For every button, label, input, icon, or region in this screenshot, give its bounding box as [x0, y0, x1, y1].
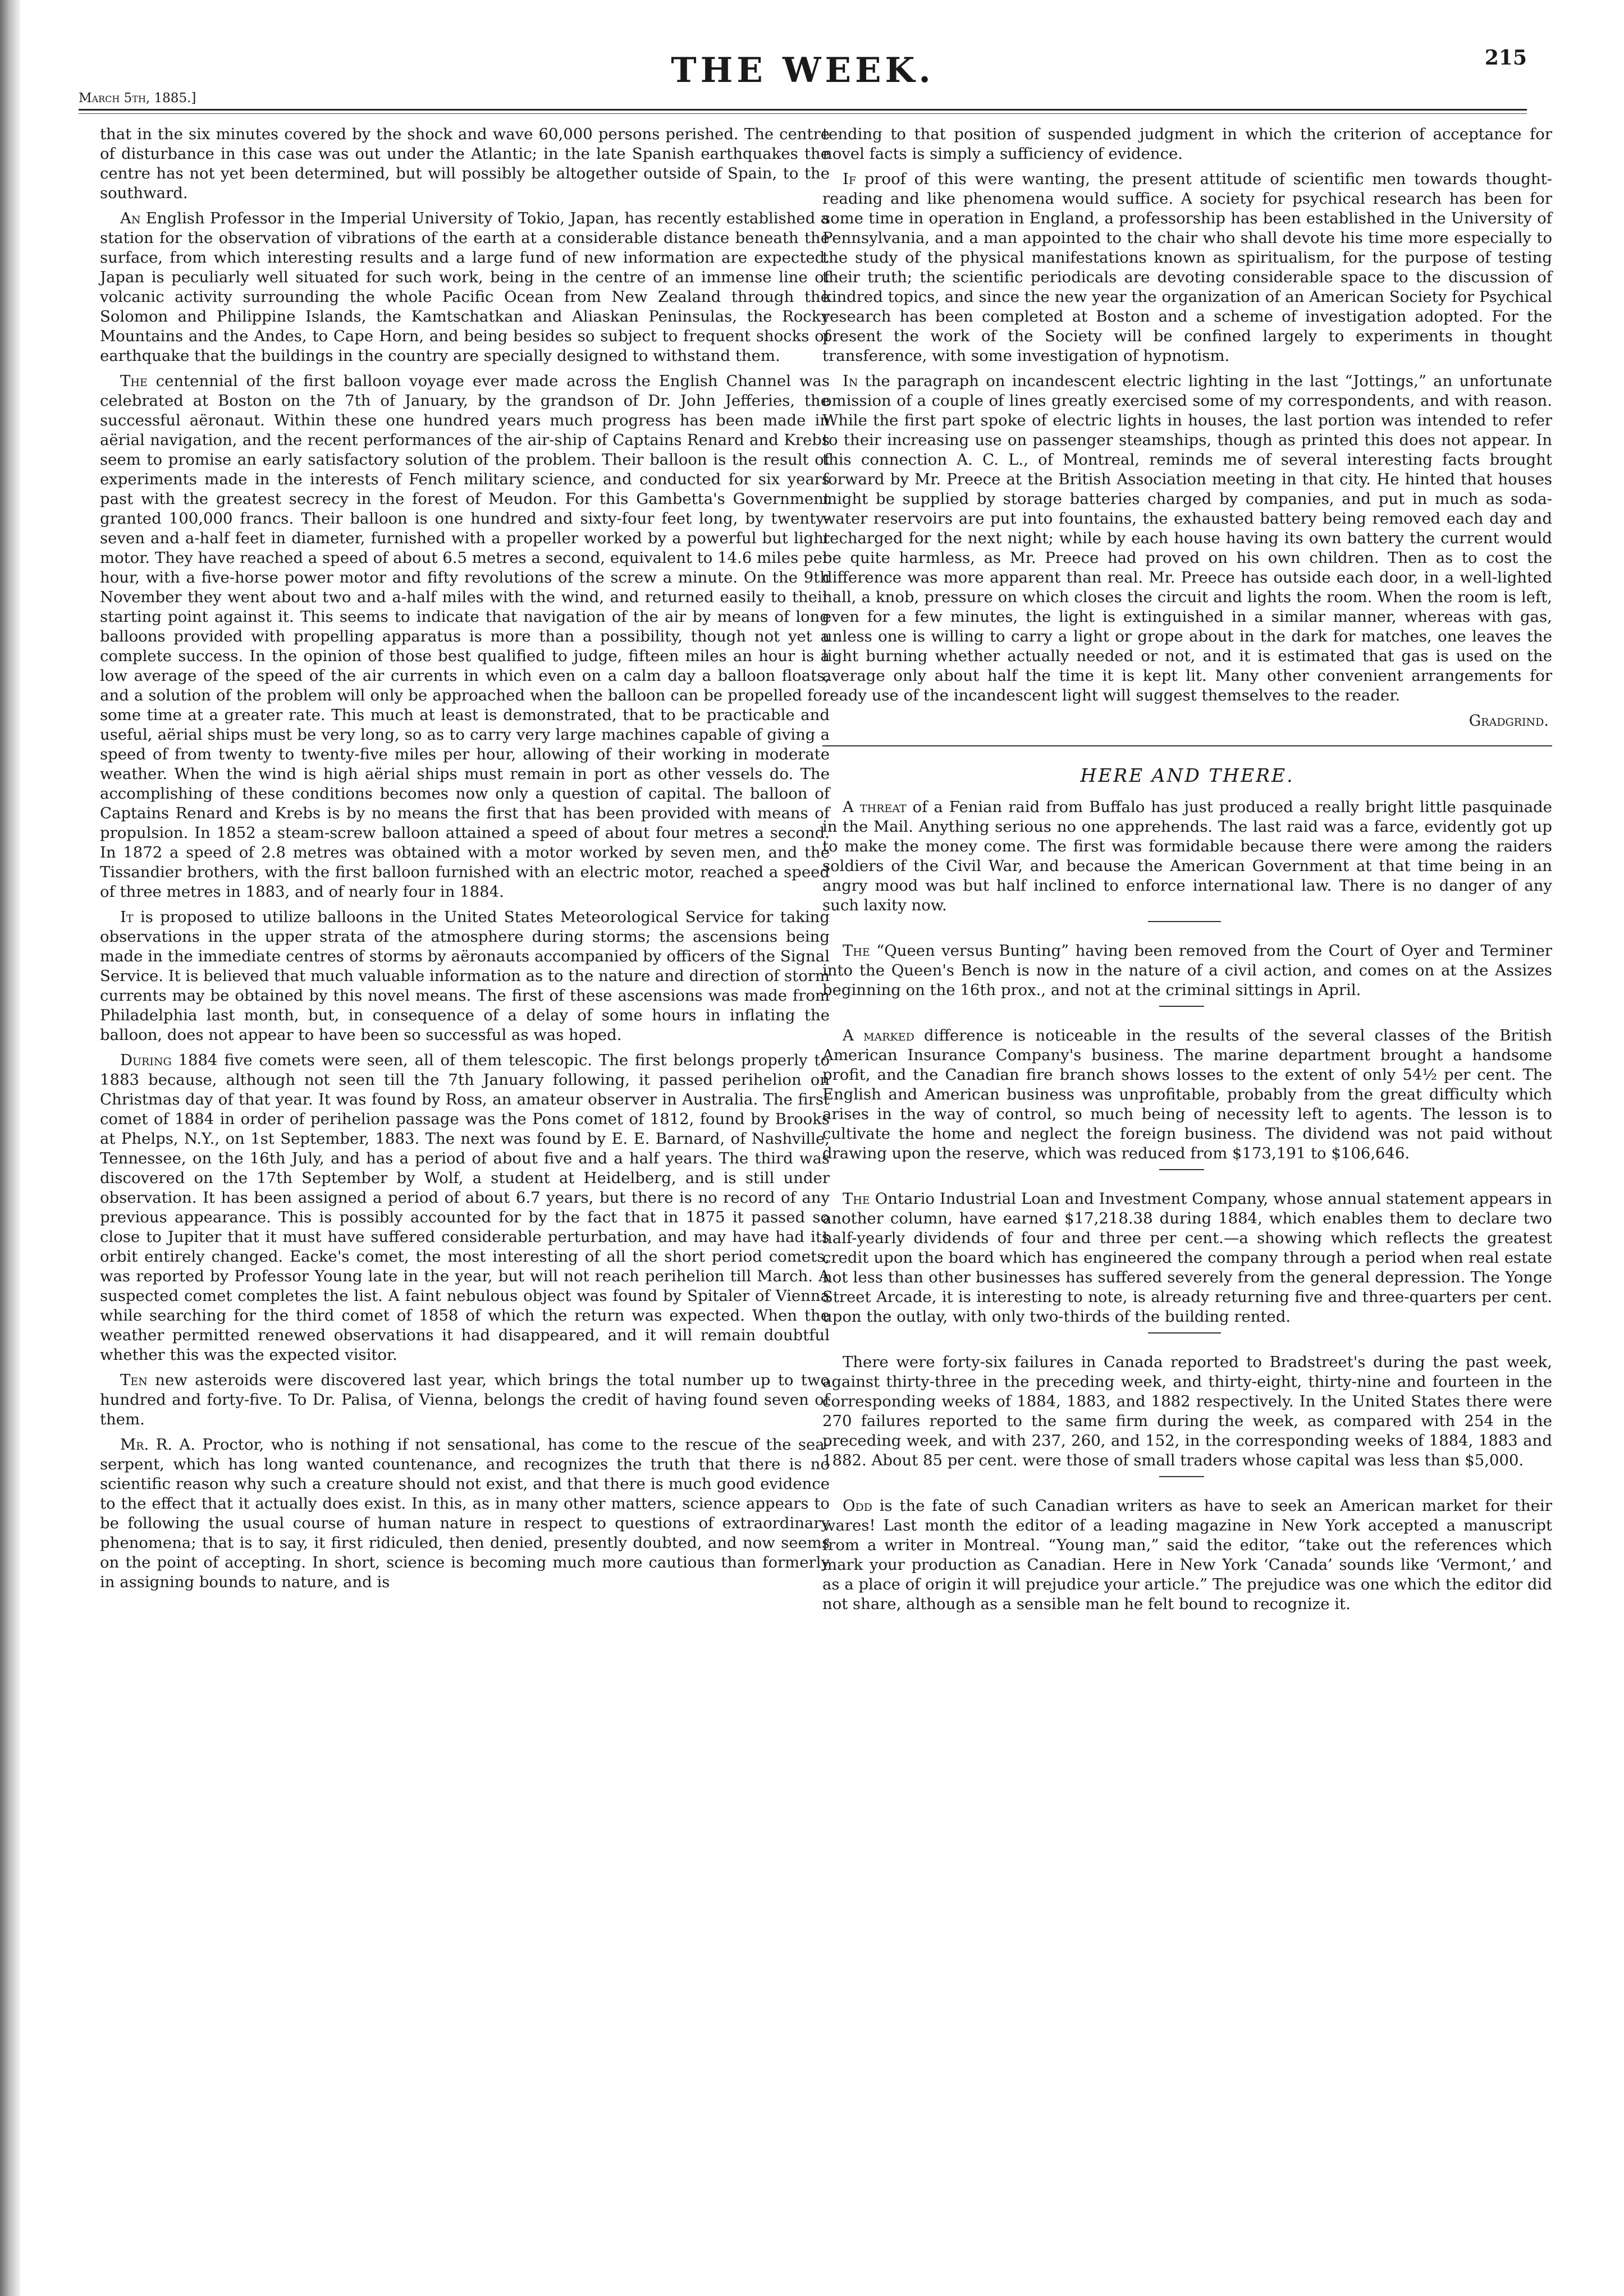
paragraph-lead: Odd — [843, 1497, 873, 1515]
paragraph-lead: The — [843, 942, 870, 960]
author-signature: Gradgrind. — [1469, 712, 1549, 730]
paragraph-japan-seismology — [100, 209, 830, 366]
masthead — [79, 46, 1527, 108]
paragraph-lead: An — [120, 209, 141, 227]
paragraph-incandescent-lighting — [822, 372, 1552, 705]
paragraph-psychical-research — [822, 169, 1552, 366]
paragraph-queen-versus-bunting — [822, 941, 1552, 1000]
paragraph-body: 1884 five comets were seen, all of them telescopic. The first belongs properly to 1883 because, although not seen till the 7th January following, it passed perihelion on Christmas day of that year. It was found by Ross, an amateur observer in Australia. The first comet of 1884 in order of perihelion passage was the Pons comet of 1812, found by Brooks at Phelps, N.Y., on 1st September, 1883. The next was found by E. E. Barnard, of Nashville, Tennessee, on the 16th July, and has a period of about five and a half years. The third was discovered on the 17th September by Wolf, a student at Heidelberg, and is still under observation. It has been assigned a period of about 6.7 years, but there is no record of any previous appearance. This is possibly accounted for by the fact that in 1875 it passed so close to Jupiter that it must have suffered considerable perturbation, and may have had its orbit entirely changed. Eacke's comet, the most interesting of all the short period comets, was reported by Professor Young late in the year, but will not reach perihelion till March. A suspected comet completes the list. A faint nebulous object was found by Spitaler of Vienna while searching for the third comet of 1858 of which the return was expected. When the weather permitted renewed observations it had disappeared, and it will remain doubtful whether this was the expected visitor. — [100, 1051, 830, 1364]
paragraph-canadian-writers — [822, 1496, 1552, 1614]
right-column — [822, 125, 1552, 1620]
item-separator — [1159, 1476, 1204, 1477]
paragraph-ontario-loan-company — [822, 1189, 1552, 1327]
item-separator — [1159, 1006, 1204, 1007]
paragraph-asteroids — [100, 1371, 830, 1429]
paragraph-business-failures: There were forty-six failures in Canada reported to Bradstreet's during the past week, against thirty-three in the preceding week, and thirty-eight, thirty-nine and fourteen in the corresponding weeks of 1884, 1883, and 1882 respectively. In the United States there were 270 failures reported to the same firm during the week, as compared with 254 in the preceding week, and with 237, 260, and 152, in the corresponding weeks of 1884, 1883 and 1882. About 85 per cent. were those of small traders whose capital was less than $5,000. — [822, 1353, 1552, 1469]
paragraph-body: new asteroids were discovered last year, which brings the total number up to two hundred and forty-five. To Dr. Palisa, of Vienna, belongs the credit of having found seven of them. — [100, 1371, 830, 1428]
paragraph-balloon-centennial — [100, 372, 830, 902]
paragraph-sea-serpent — [100, 1435, 830, 1592]
page-number: 215 — [1484, 46, 1527, 70]
paragraph-earthquake-continued: that in the six minutes covered by the shock and wave 60,000 persons perished. The centre of disturbance in this case was out under the Atlantic; in the late Spanish earthquakes the centre has not yet been determined, but will possibly be altogether outside of Spain, to the southward. — [100, 125, 830, 202]
section-heading: HERE AND THERE. — [822, 745, 1552, 785]
masthead-rule-thin — [79, 113, 1527, 114]
paragraph-body: Ontario Industrial Loan and Investment Company, whose annual statement appears in another column, have earned $17,218.38 during 1884, which enables them to declare two half-yearly dividends of four and three per cent.—a showing which reflects the greatest credit upon the board which has engineered the company through a period when real estate not less than other businesses has suffered severely from the general depression. The Yonge Street Arcade, it is interesting to note, is already returning five and three-quarters per cent. upon the outlay, with only two-thirds of the building rented. — [822, 1190, 1552, 1326]
paragraph-comets-1884 — [100, 1051, 830, 1365]
paragraph-lead: Mr. — [120, 1436, 149, 1454]
binding-shadow — [0, 0, 20, 2296]
paragraph-lead: It — [120, 908, 134, 926]
paragraph-sea-serpent-continued: tending to that position of suspended judgment in which the criterion of acceptance for novel facts is simply a sufficiency of evidence. — [822, 125, 1552, 163]
paragraph-lead: The — [120, 372, 148, 390]
paragraph-body: is proposed to utilize balloons in the United States Meteorological Service for taking observations in the upper strata of the atmosphere during storms; the ascensions being made in the immediate centres of storms by aëronauts accompanied by officers of the Signal Service. It is believed that much valuable information as to the nature and direction of storm currents may be obtained by this novel means. The first of these ascensions was made from Philadelphia last month, but, in consequence of a delay of some hours in inflating the balloon, does not appear to have been so successful as was hoped. — [100, 908, 830, 1044]
publication-title: THE WEEK. — [671, 51, 935, 90]
paragraph-lead: If — [843, 170, 857, 188]
paragraph-meteorological-balloons — [100, 908, 830, 1045]
masthead-rule — [79, 109, 1527, 111]
paragraph-insurance-company — [822, 1026, 1552, 1163]
paragraph-fenian-raid — [822, 798, 1552, 915]
left-column — [100, 125, 830, 1598]
paragraph-body: R. A. Proctor, who is nothing if not sensational, has come to the rescue of the sea-serpent, which has long wanted countenance, and recognizes the truth that there is no scientific reason why such a creature should not exist, and that there is much good evidence to the effect that it actually does exist. In this, as in many other matters, science appears to be following the usual course of human nature in respect to questions of extraordinary phenomena; that is to say, it first ridiculed, then denied, presently doubted, and now seems on the point of accepting. In short, science is becoming much more cautious than formerly in assigning bounds to nature, and is — [100, 1436, 830, 1591]
paragraph-body: centennial of the first balloon voyage ever made across the English Channel was celebrated at Boston on the 7th of January, by the grandson of Dr. John Jefferies, the successful aëronaut. Within these one hundred years much progress has been made in aërial navigation, and the recent performances of the air-ship of Captains Renard and Krebs seem to promise an early satisfactory solution of the problem. Their balloon is the result of experiments made in the interests of Fench military science, and conducted for six years past with the greatest secrecy in the forest of Meudon. For this Gambetta's Government granted 100,000 francs. Their balloon is one hundred and sixty-four feet long, by twenty-seven and a-half feet in diameter, furnished with a propeller worked by a powerful but light motor. They have reached a speed of about 6.5 metres a second, equivalent to 14.6 miles per hour, with a five-horse power motor and fifty revolutions of the screw a minute. On the 9th November they went about two and a-half miles with the wind, and returned easily to their starting point against it. This seems to indicate that navigation of the air by means of long balloons provided with propelling apparatus is more than a possibility, though not yet a complete success. In the opinion of those best qualified to judge, fifteen miles an hour is a low average of the speed of the air currents in which even on a calm day a balloon floats, and a solution of the problem will only be approached when the balloon can be propelled for some time at a greater rate. This much at least is demonstrated, that to be practicable and useful, aërial ships must be very long, so as to carry very large machines capable of giving a speed of from twenty to twenty-five miles per hour, allowing of their working in moderate weather. When the wind is high aërial ships must remain in port as other vessels do. The accomplishing of these conditions becomes now only a question of capital. The balloon of Captains Renard and Krebs is by no means the first that has been provided with means of propulsion. In 1852 a steam-screw balloon attained a speed of about four metres a second. In 1872 a speed of 2.8 metres was obtained with a motor worked by seven men, and the Tissandier brothers, with the first balloon furnished with an electric motor, reached a speed of three metres in 1883, and of nearly four in 1884. — [100, 372, 830, 901]
item-separator — [1148, 1332, 1221, 1333]
paragraph-body: of a Fenian raid from Buffalo has just produced a really bright little pasquinade in the Mail. Anything serious no one apprehends. The last raid was a farce, evidently got up to make the money come. The first was formidable because there were among the raiders soldiers of the Civil War, and because the American Government at that time being in an angry mood was but half inclined to enforce international law. There is no danger of any such laxity now. — [822, 798, 1553, 914]
item-separator — [1159, 1169, 1204, 1170]
paragraph-body: English Professor in the Imperial University of Tokio, Japan, has recently established a station for the observation of vibrations of the earth at a considerable distance beneath the surface, from which interesting results and a large fund of new information are expected. Japan is peculiarly well situated for such work, being in the centre of an immense line of volcanic activity surrounding the whole Pacific Ocean from New Zealand through the Solomon and Philippine Islands, the Kamtschatkan and Aliaskan Peninsulas, the Rocky Mountains and the Andes, to Cape Horn, and being besides so subject to frequent shocks of earthquake that the buildings in the country are specially designed to withstand them. — [100, 209, 830, 365]
paragraph-lead: During — [120, 1051, 172, 1069]
item-separator — [1148, 921, 1221, 922]
issue-date: March 5th, 1885.] — [79, 91, 196, 106]
paragraph-body: is the fate of such Canadian writers as have to seek an American market for their wares! Last month the editor of a leading magazine in New York accepted a manuscript from a writer in Montreal. “Young man,” said the editor, “take out the references which mark your production as Canadian. Here in New York ‘Canada’ sounds like ‘Vermont,’ and as a place of origin it will prejudice your article.” The prejudice was one which the editor did not share, although as a sensible man he felt bound to recognize it. — [822, 1497, 1552, 1613]
paragraph-lead: In — [843, 372, 858, 390]
paragraph-lead: A threat — [843, 798, 907, 816]
paragraph-body: “Queen versus Bunting” having been removed from the Court of Oyer and Terminer into the Queen's Bench is now in the nature of a civil action, and comes on at the Assizes beginning on the 16th prox., and not at the criminal sittings in April. — [822, 942, 1552, 999]
paragraph-body: proof of this were wanting, the present attitude of scientific men towards thought-reading and like phenomena would suffice. A society for psychical research has been for some time in operation in England, a professorship has been established in the University of Pennsylvania, and a man appointed to the chair who shall devote his time more especially to the study of the physical manifestations known as spiritualism, for the purpose of testing their truth; the scientific periodicals are devoting considerable space to the discussion of kindred topics, and since the new year the organization of an American Society for Psychical research has been completed at Boston and a scheme of investigation adopted. For the present the work of the Society will be confined largely to experiments in thought transference, with some investigation of hypnotism. — [822, 170, 1552, 365]
paragraph-body: difference is noticeable in the results of the several classes of the British American Insurance Company's business. The marine department brought a handsome profit, and the Canadian fire branch shows losses to the extent of only 54½ per cent. The English and American business was unprofitable, probably from the great difficulty which arises in the way of control, so much being of necessity left to agents. The lesson is to cultivate the home and neglect the foreign business. The dividend was not paid without drawing upon the reserve, which was reduced from $173,191 to $106,646. — [822, 1026, 1552, 1162]
paragraph-lead: A marked — [843, 1026, 914, 1044]
paragraph-lead: Ten — [120, 1371, 148, 1389]
paragraph-body: the paragraph on incandescent electric lighting in the last “Jottings,” an unfortunate omission of a couple of lines greatly exercised some of my correspondents, and with reason. While the first part spoke of electric lights in houses, the last portion was intended to refer to their increasing use on passenger steamships, though as printed this does not appear. In this connection A. C. L., of Montreal, reminds me of several interesting facts brought forward by Mr. Preece at the British Association meeting in that city. He hinted that houses might be supplied by storage batteries charged by companies, and put in much as soda-water reservoirs are put into fountains, the exhausted battery being removed each day and recharged for the next night; while by each house having its own battery the current would be quite harmless, as Mr. Preece had proved on his own children. Then as to cost the difference was more apparent than real. Mr. Preece has outside each door, in a well-lighted hall, a knob, pressure on which closes the circuit and lights the room. When the room is left, even for a few minutes, the light is extinguished in a similar manner, whereas with gas, unless one is willing to carry a light or grope about in the dark for matches, one leaves the light burning whether actually needed or not, and it is estimated that gas is used on the average only about half the time it is kept lit. Many other convenient arrangements for ready use of the incandescent light will suggest themselves to the reader. — [822, 372, 1552, 704]
paragraph-lead: The — [843, 1190, 870, 1208]
